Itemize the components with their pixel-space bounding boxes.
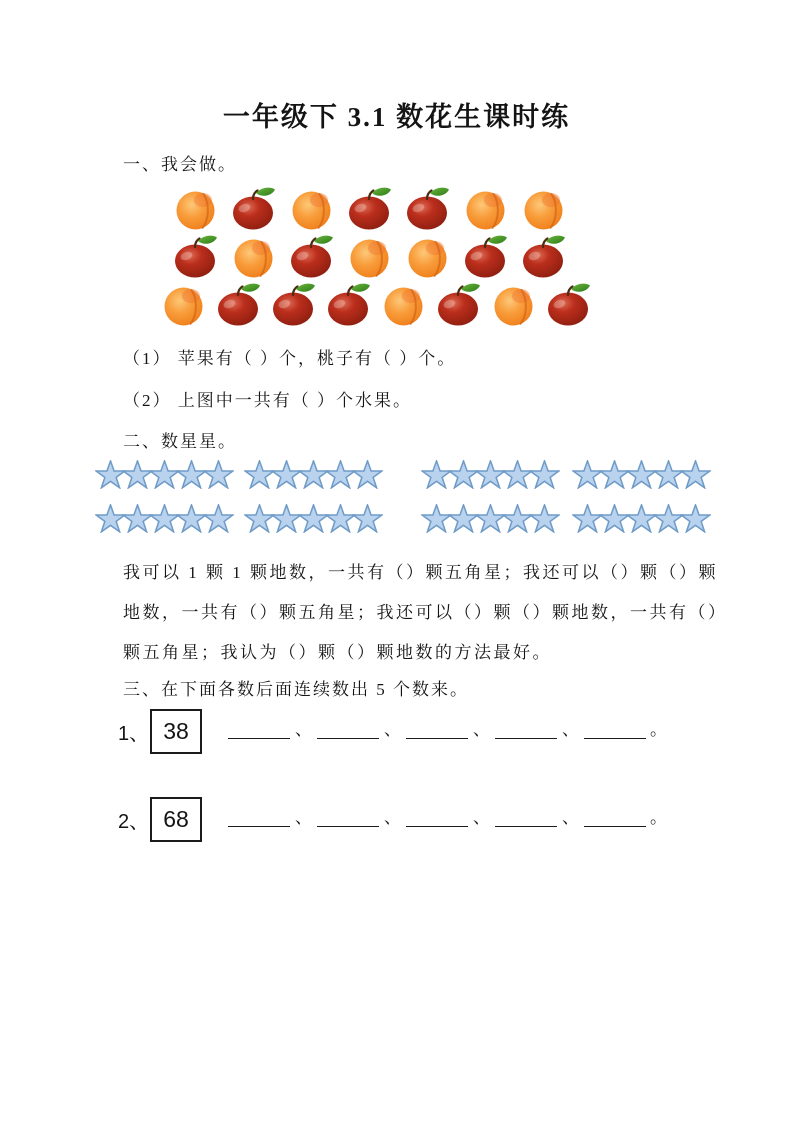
peach-image xyxy=(520,184,568,232)
paragraph-line: 我可以 1 颗 1 颗地数，一共有（）颗五角星；我还可以（）颗（）颗 xyxy=(123,563,718,582)
peach-image xyxy=(230,232,278,280)
peach-image xyxy=(380,280,428,328)
question-1: （1） 苹果有（ ）个，桃子有（ ）个。 xyxy=(123,349,457,368)
star-group xyxy=(572,504,711,533)
peach-image xyxy=(404,232,452,280)
apple-image xyxy=(270,280,318,328)
paragraph-line: 地数，一共有（）颗五角星；我还可以（）颗（）颗地数，一共有（） xyxy=(123,603,728,622)
star-icon xyxy=(529,460,560,489)
apple-image xyxy=(462,232,510,280)
star-icon xyxy=(680,504,711,533)
apple-image xyxy=(325,280,373,328)
sequence-item-1 xyxy=(118,708,793,754)
answer-blank xyxy=(406,807,468,827)
answer-blank xyxy=(584,719,646,739)
fruit-row xyxy=(172,184,793,232)
apple-image xyxy=(215,280,263,328)
answer-blank xyxy=(317,807,379,827)
start-number-box: 68 xyxy=(150,797,202,842)
blank-separator: 、 xyxy=(473,808,490,827)
section3-heading: 三、在下面各数后面连续数出 5 个数来。 xyxy=(123,680,469,699)
blank-separator: 、 xyxy=(562,720,579,739)
star-group xyxy=(95,504,234,533)
fruit-row xyxy=(160,280,793,328)
peach-image xyxy=(172,184,220,232)
star-icon xyxy=(529,504,560,533)
item-label: 2、 xyxy=(118,810,150,833)
item-label: 1、 xyxy=(118,722,150,745)
apple-image xyxy=(288,232,336,280)
star-group xyxy=(421,460,560,489)
blank-separator: 、 xyxy=(384,808,401,827)
star-group xyxy=(244,504,383,533)
star-icon xyxy=(680,460,711,489)
blank-separator: 、 xyxy=(384,720,401,739)
blank-separator: 、 xyxy=(295,720,312,739)
apple-image xyxy=(435,280,483,328)
peach-image xyxy=(346,232,394,280)
star-rows xyxy=(95,459,793,534)
apple-image xyxy=(404,184,452,232)
page-title: 一年级下 3.1 数花生课时练 xyxy=(222,102,571,132)
apple-image xyxy=(346,184,394,232)
question-2: （2） 上图中一共有（ ）个水果。 xyxy=(123,391,412,410)
blank-separator: 、 xyxy=(562,808,579,827)
answer-blanks xyxy=(228,719,667,743)
peach-image xyxy=(160,280,208,328)
answer-blank xyxy=(584,807,646,827)
star-icon xyxy=(203,460,234,489)
star-icon xyxy=(203,504,234,533)
section1-heading: 一、我会做。 xyxy=(123,155,237,174)
star-group xyxy=(421,504,560,533)
star-group xyxy=(244,460,383,489)
paragraph-line: 颗五角星；我认为（）颗（）颗地数的方法最好。 xyxy=(123,643,552,662)
answer-blank xyxy=(406,719,468,739)
apple-image xyxy=(545,280,593,328)
apple-image xyxy=(230,184,278,232)
star-row xyxy=(95,459,793,490)
answer-blanks xyxy=(228,807,667,831)
star-group xyxy=(95,460,234,489)
answer-blank xyxy=(228,719,290,739)
apple-image xyxy=(172,232,220,280)
blank-separator: 、 xyxy=(473,720,490,739)
peach-image xyxy=(288,184,336,232)
answer-blank xyxy=(495,807,557,827)
fruit-grid xyxy=(172,184,793,328)
answer-blank xyxy=(495,719,557,739)
answer-blank xyxy=(317,719,379,739)
star-row xyxy=(95,503,793,534)
peach-image xyxy=(490,280,538,328)
peach-image xyxy=(462,184,510,232)
star-group xyxy=(572,460,711,489)
fruit-row xyxy=(172,232,793,280)
answer-blank xyxy=(228,807,290,827)
section2-heading: 二、数星星。 xyxy=(123,432,237,451)
apple-image xyxy=(520,232,568,280)
sentence-end-mark: 。 xyxy=(650,808,667,827)
sentence-end-mark: 。 xyxy=(650,720,667,739)
start-number-box: 38 xyxy=(150,709,202,754)
blank-separator: 、 xyxy=(295,808,312,827)
star-icon xyxy=(352,460,383,489)
star-icon xyxy=(352,504,383,533)
sequence-item-2 xyxy=(118,796,793,842)
counting-paragraph xyxy=(123,553,793,673)
